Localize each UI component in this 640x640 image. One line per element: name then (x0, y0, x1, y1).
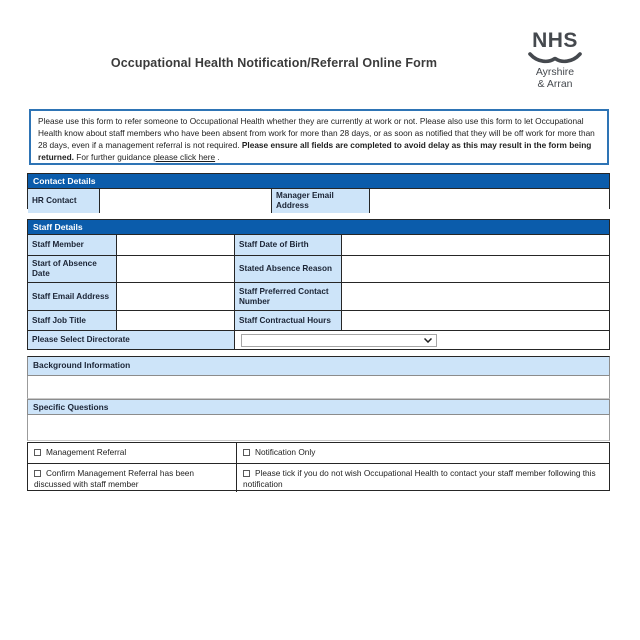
table-row (28, 443, 609, 463)
staff-dob-label: Staff Date of Birth (234, 235, 341, 255)
guidance-text-bold: Please ensure all fields are completed to avoid delay as this may result in the form being returned. (38, 140, 592, 163)
logo-region-line2: & Arran (537, 78, 573, 91)
contractual-hours-input[interactable] (341, 311, 609, 330)
background-information-input[interactable] (27, 376, 610, 399)
contact-details-row (28, 189, 609, 208)
staff-email-label: Staff Email Address (28, 283, 116, 310)
nhs-logo-text: NHS (532, 29, 578, 52)
notification-only-checkbox[interactable] (243, 449, 250, 456)
confirm-discussed-checkbox[interactable] (34, 470, 41, 477)
management-referral-checkbox[interactable] (34, 449, 41, 456)
table-row (28, 330, 609, 349)
background-information-header: Background Information (27, 356, 610, 376)
confirm-discussed-label: Confirm Management Referral has been discussed with staff member (34, 468, 195, 489)
confirm-discussed-option (28, 464, 236, 492)
guidance-link[interactable]: please click here (153, 152, 216, 163)
contact-details-table (27, 173, 610, 209)
table-row (28, 255, 609, 282)
directorate-cell (234, 331, 609, 349)
staff-job-title-label: Staff Job Title (28, 311, 116, 330)
absence-start-input[interactable] (116, 256, 234, 282)
table-row (28, 235, 609, 255)
staff-email-input[interactable] (116, 283, 234, 310)
notification-only-label: Notification Only (255, 447, 316, 457)
staff-job-title-input[interactable] (116, 311, 234, 330)
contact-details-header: Contact Details (28, 174, 609, 189)
staff-dob-input[interactable] (341, 235, 609, 255)
hr-contact-label: HR Contact (28, 189, 99, 213)
manager-email-label: Manager Email Address (271, 189, 369, 213)
manager-email-input[interactable] (369, 189, 609, 213)
nhs-logo (505, 30, 605, 91)
table-row (28, 310, 609, 330)
staff-member-input[interactable] (116, 235, 234, 255)
no-contact-checkbox[interactable] (243, 470, 250, 477)
staff-member-label: Staff Member (28, 235, 116, 255)
nhs-swash-icon (528, 52, 582, 64)
no-contact-option (236, 464, 609, 492)
absence-start-label: Start of Absence Date (28, 256, 116, 282)
guidance-box (29, 109, 609, 165)
referral-options-table (27, 442, 610, 491)
guidance-text-end: . (215, 152, 220, 163)
management-referral-option (28, 443, 236, 463)
management-referral-label: Management Referral (46, 447, 127, 457)
directorate-select[interactable] (241, 334, 437, 347)
guidance-text: Please use this form to refer someone to Occupational Health whether they are currently at work or not. Please also use this form to let Occupational Health know about staff members who have been absent from work for more than 28 days, or as soon as notified that they will be off work for more than 28 days, even if a management referral is not required. (38, 116, 595, 151)
staff-details-header: Staff Details (28, 220, 609, 235)
staff-contact-number-input[interactable] (341, 283, 609, 310)
absence-reason-input[interactable] (341, 256, 609, 282)
logo-region-line1: Ayrshire (535, 66, 575, 78)
hr-contact-input[interactable] (99, 189, 271, 213)
specific-questions-input[interactable] (27, 415, 610, 441)
specific-questions-header: Specific Questions (27, 399, 610, 415)
directorate-label: Please Select Directorate (28, 331, 234, 349)
table-row (28, 463, 609, 490)
no-contact-label: Please tick if you do not wish Occupational Health to contact your staff member following this notification (243, 468, 596, 489)
contractual-hours-label: Staff Contractual Hours (234, 311, 341, 330)
staff-details-table (27, 219, 610, 350)
absence-reason-label: Stated Absence Reason (234, 256, 341, 282)
guidance-text-2: For further guidance (73, 152, 154, 163)
staff-contact-number-label: Staff Preferred Contact Number (234, 283, 341, 310)
page-title: Occupational Health Notification/Referral Online Form (110, 56, 438, 70)
table-row (28, 282, 609, 310)
chevron-down-icon (424, 338, 432, 343)
notification-only-option (236, 443, 609, 463)
